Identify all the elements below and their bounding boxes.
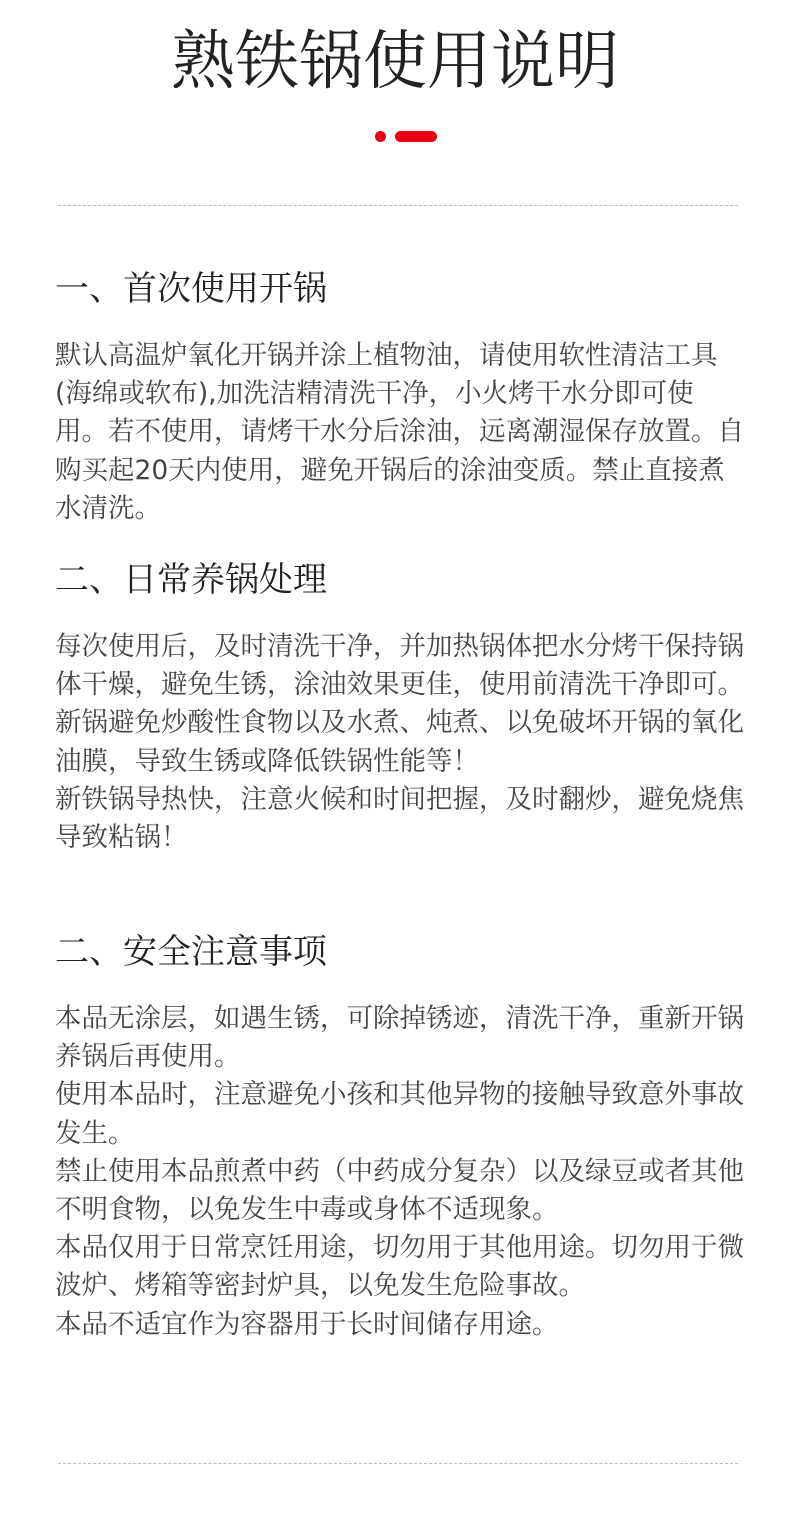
paragraph: 新铁锅导热快，注意火候和时间把握，及时翻炒，避免烧焦导致粘锅！ — [55, 783, 744, 854]
section-heading: 二、安全注意事项 — [55, 932, 327, 972]
paragraph: 默认高温炉氧化开锅并涂上植物油，请使用软性清洁工具(海绵或软布),加洗洁精清洗干净，小火烤干水分即可使用。若不使用，请烤干水分后涂油，远离潮湿保存放置。自购买起20天内使用，避免开锅后的涂油变质。禁止直接煮水清洗。 — [55, 340, 744, 524]
paragraph: 新锅避免炒酸性食物以及水煮、炖煮、以免破坏开锅的氧化油膜，导致生锈或降低铁锅性能等！ — [55, 707, 744, 777]
paragraph: 本品不适宜作为容器用于长时间储存用途。 — [55, 1308, 559, 1340]
page-title: 熟铁锅使用说明 — [171, 25, 619, 99]
paragraph: 每次使用后，及时清洗干净，并加热锅体把水分烤干保持锅体干燥，避免生锈，涂油效果更佳，使用前清洗干净即可。 — [55, 631, 744, 701]
section-daily-care — [55, 558, 745, 857]
section-first-use — [55, 267, 745, 528]
paragraph: 本品仅用于日常烹饪用途，切勿用于其他用途。切勿用于微波炉、烤箱等密封炉具，以免发生危险事故。 — [55, 1232, 744, 1302]
accent-dot — [375, 131, 386, 142]
section-body — [55, 1000, 745, 1344]
section-heading: 一、首次使用开锅 — [55, 269, 327, 309]
accent-bar — [395, 131, 437, 142]
bottom-divider — [58, 1463, 738, 1464]
section-heading: 二、日常养锅处理 — [55, 560, 327, 600]
section-body — [55, 337, 745, 528]
paragraph: 禁止使用本品煎煮中药（中药成分复杂）以及绿豆或者其他不明食物，以免发生中毒或身体不适现象。 — [55, 1155, 744, 1226]
paragraph: 本品无涂层，如遇生锈，可除掉锈迹，清洗干净，重新开锅养锅后再使用。 — [55, 1003, 744, 1073]
paragraph: 使用本品时，注意避免小孩和其他异物的接触导致意外事故发生。 — [55, 1079, 744, 1149]
top-divider — [58, 205, 738, 206]
title-accent — [375, 131, 437, 142]
section-body — [55, 628, 745, 857]
section-safety — [55, 930, 745, 1344]
